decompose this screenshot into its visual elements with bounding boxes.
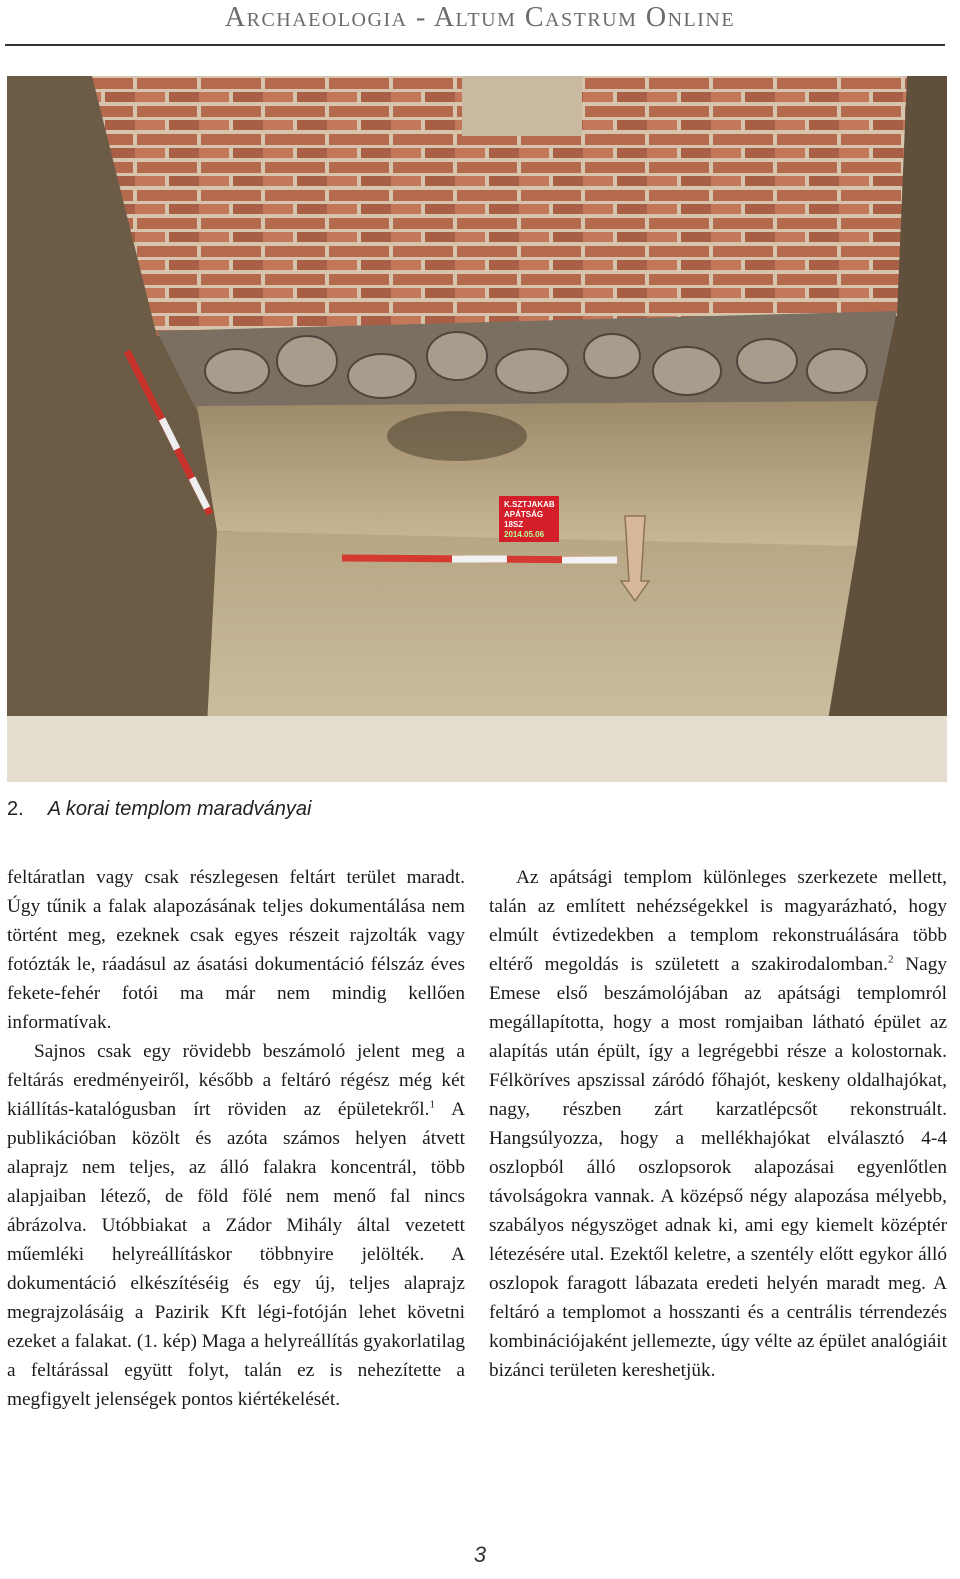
figure-caption-text: A korai templom maradványai [47, 798, 312, 820]
paragraph: feltáratlan vagy csak részlegesen feltárt terület maradt. Úgy tűnik a falak alapozásának teljes dokumentálása nem történt meg, ezeknek csak egyes részeit rajzolták vagy fotózták le, ráadásul az ásatási dokumentáció félszáz éves fekete-fehér fotói ma már nem mindig kellően informatívak. [7, 867, 465, 1033]
footnote-ref[interactable]: 2 [887, 953, 894, 966]
sign-line-3: 18SZ [504, 520, 524, 529]
paragraph-text: Az apátsági templom különleges szerkezete mellett, talán az említett nehézségekkel is magyarázható, hogy elmúlt évtizedekben a templom rekonstruálására több eltérő megoldás is született a szakirodalomban. [489, 867, 947, 975]
sign-line-2: APÁTSÁG [504, 510, 544, 519]
figure-number: 2. [7, 798, 24, 820]
figure-caption [7, 798, 312, 821]
footnote-ref[interactable]: 1 [429, 1098, 435, 1111]
page-number: 3 [473, 1542, 487, 1567]
paragraph-text: Sajnos csak egy rövidebb beszámoló jelent meg a feltárás eredményeiről, később a feltáró régész még két kiállítás-katalógusban írt röviden az épületekről. [7, 1041, 465, 1120]
excavation-photo [7, 76, 947, 782]
paragraph-text: Nagy Emese első beszámolójában az apátsági templomról megállapította, hogy a most romjaiban látható épület az alapítás után épült, így a legrégebbi része a kolostornak. Félköríves apszissal záródó főhajót, keskeny oldalhajókat, nagy, részben zárt karzatlépcsőt rekonstruált. Hangsúlyozza, hogy a mellékhajókat elválasztó 4-4 oszlopból álló oszlopsorok alapozásai egyenlőtlen távolságokra vannak. A középső négy alapozása mélyebb, szabályos négyszöget adnak ki, ami egy kiemelt középtér létezésére utal. Ezektől keletre, a szentély előtt egykor álló oszlopok faragott lábazata eredeti helyén maradt meg. A feltáró a templomot a hosszanti és a centrális térrendezés kombinációjaként jellemezte, úgy vélte az épület analógiáit bizánci területen kereshetjük. [489, 954, 947, 1381]
right-text-column [489, 863, 947, 1385]
paragraph-text: A publikációban közölt és azóta számos helyen átvett alaprajz nem teljes, az álló falakra koncentrál, több alapjaiban létező, de föld fölé nem menő fal nincs ábrázolva. Utóbbiakat a Zádor Mihály által vezetett műemléki helyreállításkor többnyire jelölték. A dokumentáció elkészítéséig és egy új, teljes alaprajz megrajzolásáig a Pazirik Kft légi-fotóján lehet követni ezeket a falakat. (1. kép) Maga a helyreállítás gyakorlatilag a feltárással együtt folyt, talán ez is nehezítette a megfigyelt jelenségek pontos kiértékelését. [7, 1099, 465, 1410]
paragraph [7, 1037, 465, 1414]
journal-title: Archaeologia - Altum Castrum Online [224, 2, 736, 33]
left-text-column [7, 863, 465, 1414]
sign-line-4: 2014.05.06 [504, 530, 545, 539]
running-header [0, 0, 960, 44]
header-divider [5, 44, 945, 46]
sign-line-1: K.SZTJAKAB [504, 500, 555, 509]
paragraph [489, 863, 947, 1385]
